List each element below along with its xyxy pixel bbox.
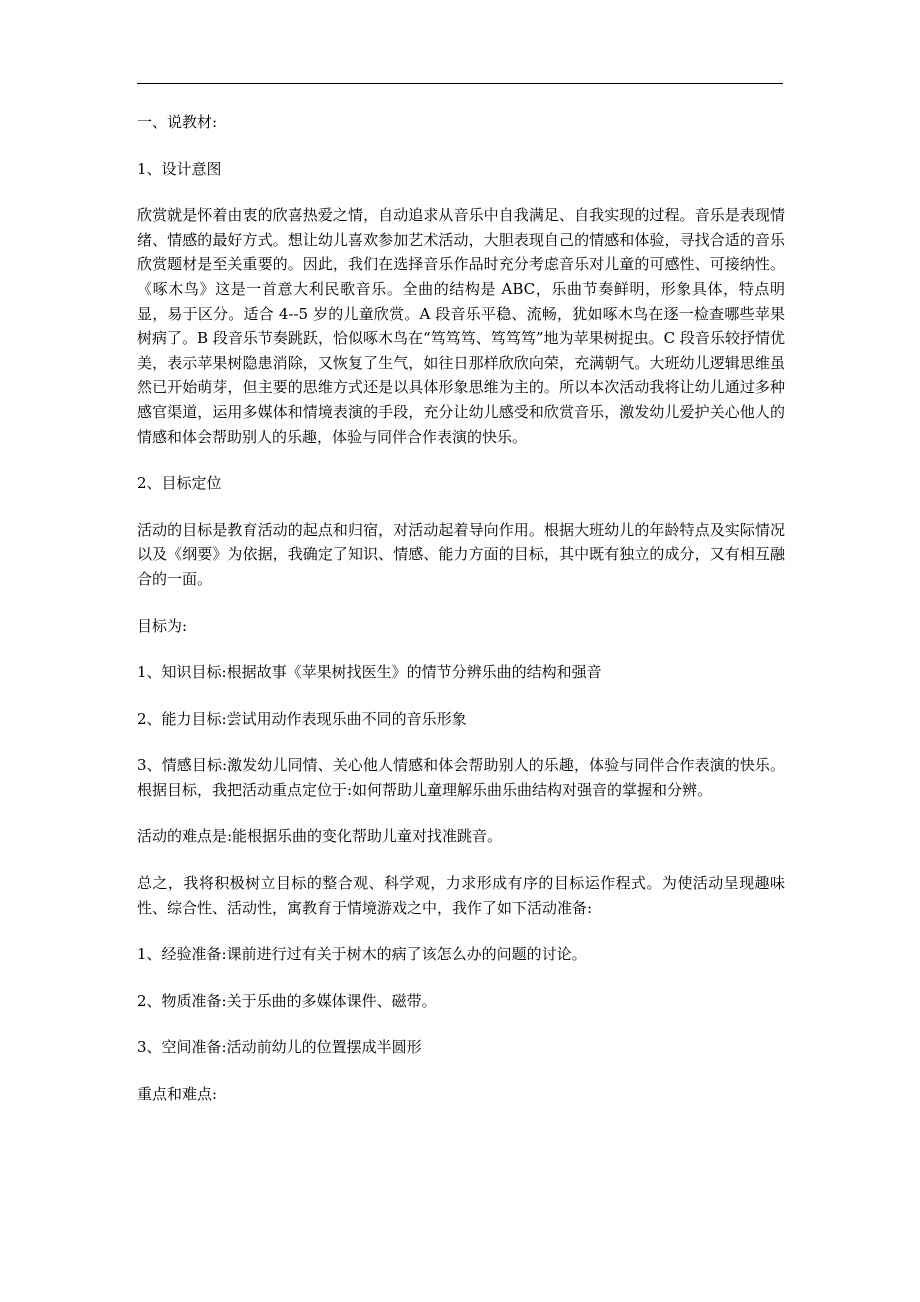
prep-experience: 1、经验准备:课前进行过有关于树木的病了该怎么办的问题的讨论。 [137, 945, 587, 964]
heading-section-one: 一、说教材: [137, 113, 218, 131]
goal-ability: 2、能力目标:尝试用动作表现乐曲不同的音乐形象 [137, 709, 467, 728]
summary-paragraph: 总之，我将积极树立目标的整合观、科学观，力求形成有序的目标运作程式。为使活动呈现趣味性、综合性、活动性，寓教育于情境游戏之中，我作了如下活动准备: [137, 874, 785, 917]
paragraph-goal-positioning: 活动的目标是教育活动的起点和归宿，对活动起着导向作用。根据大班幼儿的年龄特点及实际情况以及《纲要》为依据，我确定了知识、情感、能力方面的目标，其中既有独立的成分，又有相互融合的一面。 [137, 520, 785, 588]
goal-knowledge: 1、知识目标:根据故事《苹果树找医生》的情节分辨乐曲的结构和强音 [137, 663, 602, 682]
header-rule [137, 83, 783, 84]
document-body [137, 110, 785, 1129]
paragraph-design-intent: 欣赏就是怀着由衷的欣喜热爱之情，自动追求从音乐中自我满足、自我实现的过程。音乐是表现情绪、情感的最好方式。想让幼儿喜欢参加艺术活动，大胆表现自己的情感和体验，寻找合适的音乐欣赏题材是至关重要的。因此，我们在选择音乐作品时充分考虑音乐对儿童的可感性、可接纳性。《啄木鸟》这是一首意大利民歌音乐。全曲的结构是 ABC，乐曲节奏鲜明，形象具体，特点明显，易于区分。适合 4--5 岁的儿童欣赏。A 段音乐平稳、流畅，犹如啄木鸟在逐一检查哪些苹果树病了。B 段音乐节奏跳跃，恰似啄木鸟在“笃笃笃、笃笃笃”地为苹果树捉虫。C 段音乐较抒情优美，表示苹果树隐患消除，又恢复了生气，如往日那样欣欣向荣，充满朝气。大班幼儿逻辑思维虽然已开始萌芽，但主要的思维方式还是以具体形象思维为主的。所以本次活动我将让幼儿通过多种感官渠道，运用多媒体和情境表演的手段，充分让幼儿感受和欣赏音乐，激发幼儿爱护关心他人的情感和体会帮助别人的乐趣，体验与同伴合作表演的快乐。 [137, 206, 785, 446]
heading-key-difficult: 重点和难点: [137, 1085, 218, 1104]
goals-label: 目标为: [137, 616, 188, 635]
prep-space: 3、空间准备:活动前幼儿的位置摆成半圆形 [137, 1038, 422, 1057]
prep-material: 2、物质准备:关于乐曲的多媒体课件、磁带。 [137, 991, 437, 1010]
goal-emotion: 3、情感目标:激发幼儿同情、关心他人情感和体会帮助别人的乐趣，体验与同伴合作表演的快乐。根据目标，我把活动重点定位于:如何帮助儿童理解乐曲乐曲结构对强音的掌握和分辨。 [137, 756, 785, 799]
heading-design-intent: 1、设计意图 [137, 159, 222, 178]
difficulty-statement: 活动的难点是:能根据乐曲的变化帮助儿童对找准跳音。 [137, 827, 503, 846]
heading-goal-positioning: 2、目标定位 [137, 474, 222, 493]
